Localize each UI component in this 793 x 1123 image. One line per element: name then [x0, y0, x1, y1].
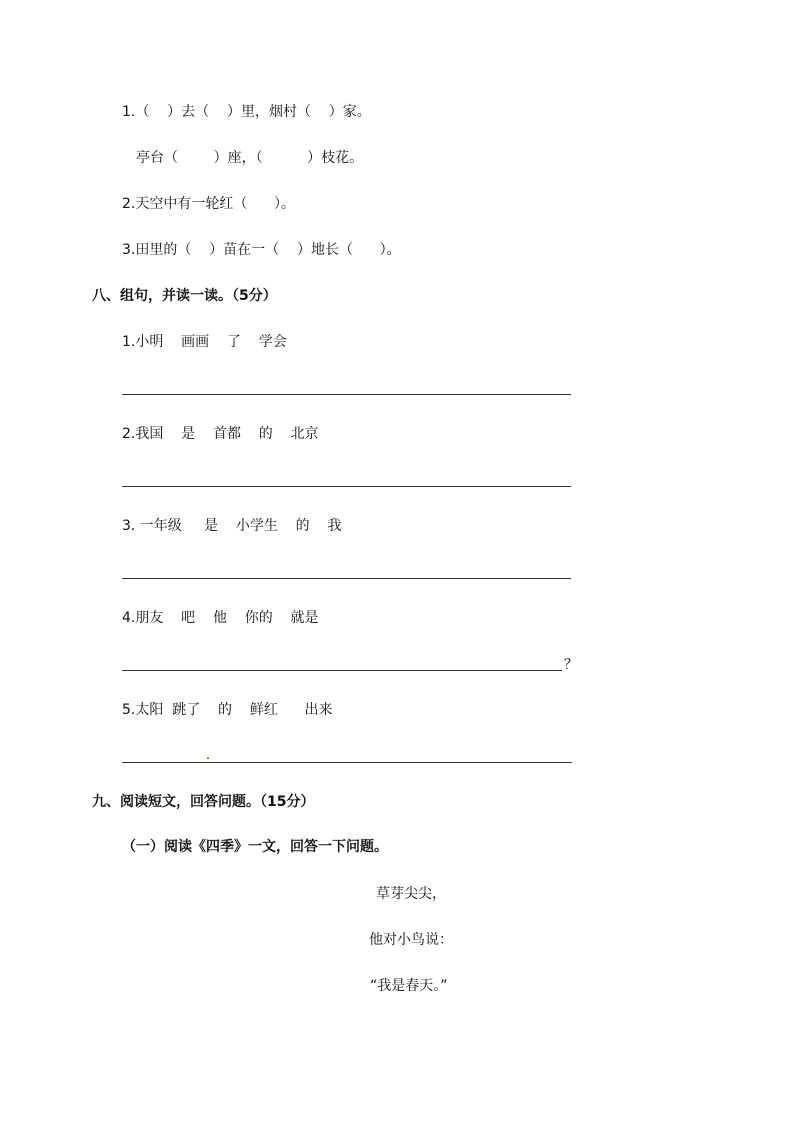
reading-sub-heading: （一）阅读《四季》一文，回答一下问题。: [122, 839, 388, 855]
answer-line-3: [122, 578, 571, 579]
poem-line-1: 草芽尖尖，: [376, 886, 446, 902]
answer-line-5: [122, 762, 572, 763]
sentence-item-2: 2.我国 是 首都 的 北京: [122, 426, 319, 442]
question-mark: ？: [564, 657, 578, 673]
fill-blank-q1-line2: 亭台（ ）座，（ ）枝花。: [136, 150, 364, 166]
sentence-item-1: 1.小明 画画 了 学会: [122, 334, 287, 350]
section-8-heading: 八、组句，并读一读。（5分）: [92, 288, 277, 304]
fill-blank-q2: 2.天空中有一轮红（ ）。: [122, 196, 296, 212]
fill-blank-q1-line1: 1.（ ）去（ ）里，烟村（ ）家。: [122, 104, 371, 120]
section-9-heading: 九、阅读短文，回答问题。（15分）: [92, 794, 315, 810]
fill-blank-q3: 3.田里的（ ）苗在一（ ）地长（ ）。: [122, 242, 401, 258]
sentence-item-5: 5.太阳 跳了 的 鲜红 出来: [122, 702, 333, 718]
sentence-item-3: 3. 一年级 是 小学生 的 我: [122, 518, 342, 534]
answer-line-2: [122, 486, 571, 487]
answer-line-1: [122, 394, 571, 395]
answer-line-4: [122, 670, 562, 671]
poem-line-2: 他对小鸟说：: [369, 932, 453, 948]
sentence-item-4: 4.朋友 吧 他 你的 就是: [122, 610, 319, 626]
stray-mark: [207, 757, 209, 759]
poem-line-3: “我是春天。”: [370, 978, 448, 994]
